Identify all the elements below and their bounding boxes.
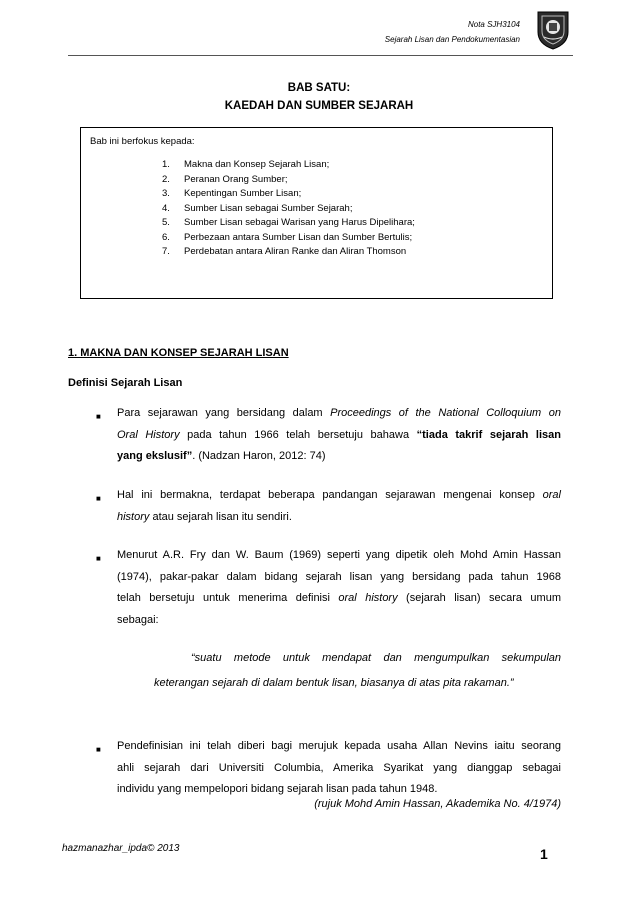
objectives-list <box>150 158 415 260</box>
course-code: Nota SJH3104 <box>467 20 520 29</box>
paragraph-1: Para sejarawan yang bersidang dalam Proceedings of the National Colloquium on Oral History pada tahun 1966 telah bersetuju bahawa “tiada takrif sejarah lisan yang ekslusif”. (Nadzan Haron, 2012: 74) <box>117 407 562 462</box>
square-bullet-icon: ■ <box>96 745 101 754</box>
reference-citation: (rujuk Mohd Amin Hassan, Akademika No. 4/1974) <box>314 798 561 810</box>
ipda-logo-icon <box>535 10 571 50</box>
list-item: 5. Sumber Lisan sebagai Warisan yang Harus Dipelihara; <box>162 217 415 228</box>
square-bullet-icon: ■ <box>96 412 101 421</box>
list-item: 3. Kepentingan Sumber Lisan; <box>162 188 302 199</box>
square-bullet-icon: ■ <box>96 494 101 503</box>
quote-block: “suatu metode untuk mendapat dan mengumpulkan sekumpulan keterangan sejarah di dalam bentuk lisan, biasanya di atas pita rakaman.” <box>154 652 561 689</box>
course-title: Sejarah Lisan dan Pendokumentasian <box>384 35 520 44</box>
square-bullet-icon: ■ <box>96 554 101 563</box>
chapter-title: KAEDAH DAN SUMBER SEJARAH <box>224 100 414 112</box>
chapter-label: BAB SATU: <box>287 82 351 94</box>
list-item: 7. Perdebatan antara Aliran Ranke dan Aliran Thomson <box>162 246 407 257</box>
list-item: 6. Perbezaan antara Sumber Lisan dan Sumber Bertulis; <box>162 231 413 243</box>
list-item: 1. Makna dan Konsep Sejarah Lisan; <box>162 159 330 170</box>
section-subheading: Definisi Sejarah Lisan <box>68 377 183 389</box>
paragraph-3: Menurut A.R. Fry dan W. Baum (1969) seperti yang dipetik oleh Mohd Amin Hassan (1974), pakar-pakar dalam bidang sejarah lisan yang bersidang pada tahun 1968 telah bersetuju untuk menerima definisi oral history (sejarah lisan) secara umum sebagai: <box>117 549 561 626</box>
objectives-intro: Bab ini berfokus kepada: <box>90 136 195 147</box>
section-heading: 1. MAKNA DAN KONSEP SEJARAH LISAN <box>68 347 289 359</box>
list-item: 2. Peranan Orang Sumber; <box>162 173 288 185</box>
header-divider <box>68 55 573 56</box>
page-number: 1 <box>540 846 548 862</box>
paragraph-2: Hal ini bermakna, terdapat beberapa pandangan sejarawan mengenai konsep oral history atau sejarah lisan itu sendiri. <box>117 489 561 523</box>
paragraph-4: Pendefinisian ini telah diberi bagi merujuk kepada usaha Allan Nevins iaitu seorang ahli sejarah dari Universiti Columbia, Amerika Syarikat yang dianggap sebagai individu yang mempelopori bidang sejarah lisan pada tahun 1948. <box>117 740 561 795</box>
footer-author: hazmanazhar_ipda© 2013 <box>62 843 180 854</box>
list-item: 4. Sumber Lisan sebagai Sumber Sejarah; <box>162 202 353 214</box>
